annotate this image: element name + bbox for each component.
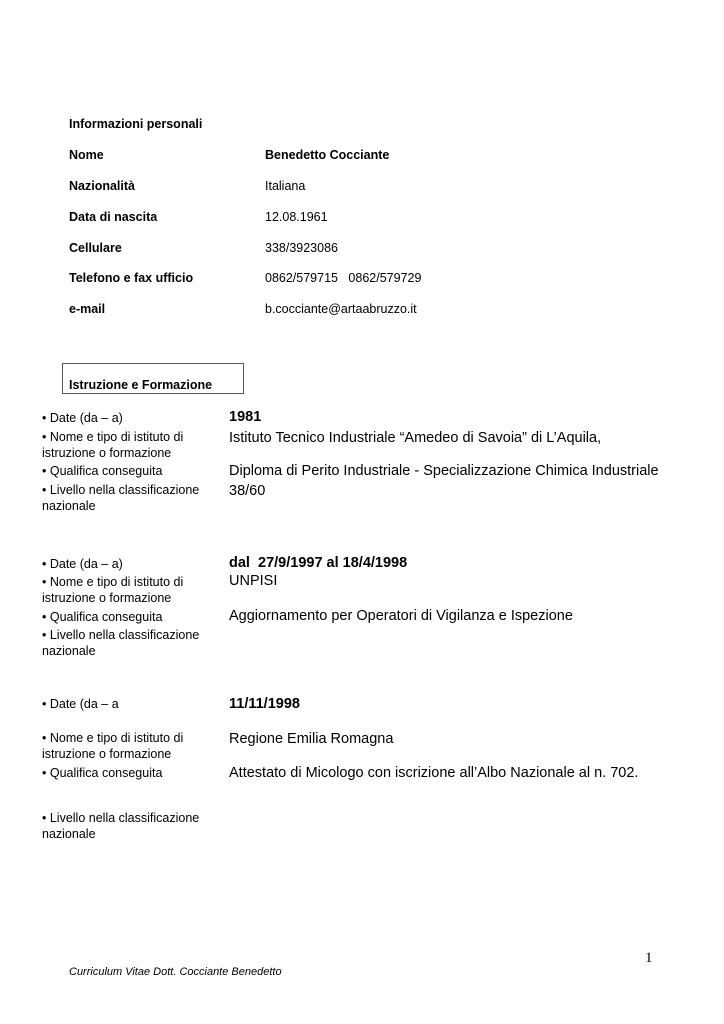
entry1-livello-value: 38/60 — [229, 483, 266, 499]
personal-info-heading: Informazioni personali — [69, 117, 203, 131]
entry2-qualifica-label: • Qualifica conseguita — [42, 610, 163, 624]
entry1-livello-label: • Livello nella classificazione nazionale — [42, 483, 200, 513]
entry1-qualifica-value: Diploma di Perito Industriale - Specializzazione Chimica Industriale — [229, 463, 659, 479]
entry1-institute-label: • Nome e tipo di istituto di istruzione o formazione — [42, 430, 184, 460]
entry2-livello-label: • Livello nella classificazione nazionale — [42, 628, 200, 658]
label-data-nascita: Data di nascita — [69, 210, 158, 224]
value-nome: Benedetto Cocciante — [265, 148, 390, 162]
footer-text: Curriculum Vitae Dott. Cocciante Benedetto — [69, 966, 282, 978]
entry2-qualifica-value: Aggiornamento per Operatori di Vigilanza e Ispezione — [229, 608, 573, 624]
value-nazionalita: Italiana — [265, 179, 306, 193]
value-telefono-fax: 0862/579715 0862/579729 — [265, 271, 422, 285]
entry3-qualifica-value: Attestato di Micologo con iscrizione all’Albo Nazionale al n. 702. — [229, 765, 639, 781]
page-number: 1 — [645, 950, 653, 966]
entry2-institute-label: • Nome e tipo di istituto di istruzione o formazione — [42, 575, 184, 605]
label-cellulare: Cellulare — [69, 241, 122, 255]
entry2-date-value: dal 27/9/1997 al 18/4/1998 — [229, 555, 408, 571]
entry2-institute-value: UNPISI — [229, 573, 278, 589]
value-data-nascita: 12.08.1961 — [265, 210, 328, 224]
label-telefono-fax: Telefono e fax ufficio — [69, 271, 194, 285]
education-section-box — [62, 363, 244, 394]
label-nazionalita: Nazionalità — [69, 179, 135, 193]
value-cellulare: 338/3923086 — [265, 241, 338, 255]
entry3-institute-value: Regione Emilia Romagna — [229, 731, 394, 747]
entry1-institute-value: Istituto Tecnico Industriale “Amedeo di Savoia” di L’Aquila, — [229, 430, 602, 446]
entry1-date-value: 1981 — [229, 409, 262, 425]
label-email: e-mail — [69, 302, 106, 316]
label-nome: Nome — [69, 148, 104, 162]
education-section-title: Istruzione e Formazione — [69, 378, 213, 392]
entry2-date-label: • Date (da – a) — [42, 557, 123, 571]
entry3-livello-label: • Livello nella classificazione nazionale — [42, 811, 200, 841]
value-email: b.cocciante@artaabruzzo.it — [265, 302, 417, 316]
entry1-qualifica-label: • Qualifica conseguita — [42, 464, 163, 478]
entry3-qualifica-label: • Qualifica conseguita — [42, 766, 163, 780]
entry3-date-value: 11/11/1998 — [229, 696, 300, 712]
entry1-date-label: • Date (da – a) — [42, 411, 123, 425]
entry3-date-label: • Date (da – a — [42, 697, 119, 711]
entry3-institute-label: • Nome e tipo di istituto di istruzione o formazione — [42, 731, 184, 761]
